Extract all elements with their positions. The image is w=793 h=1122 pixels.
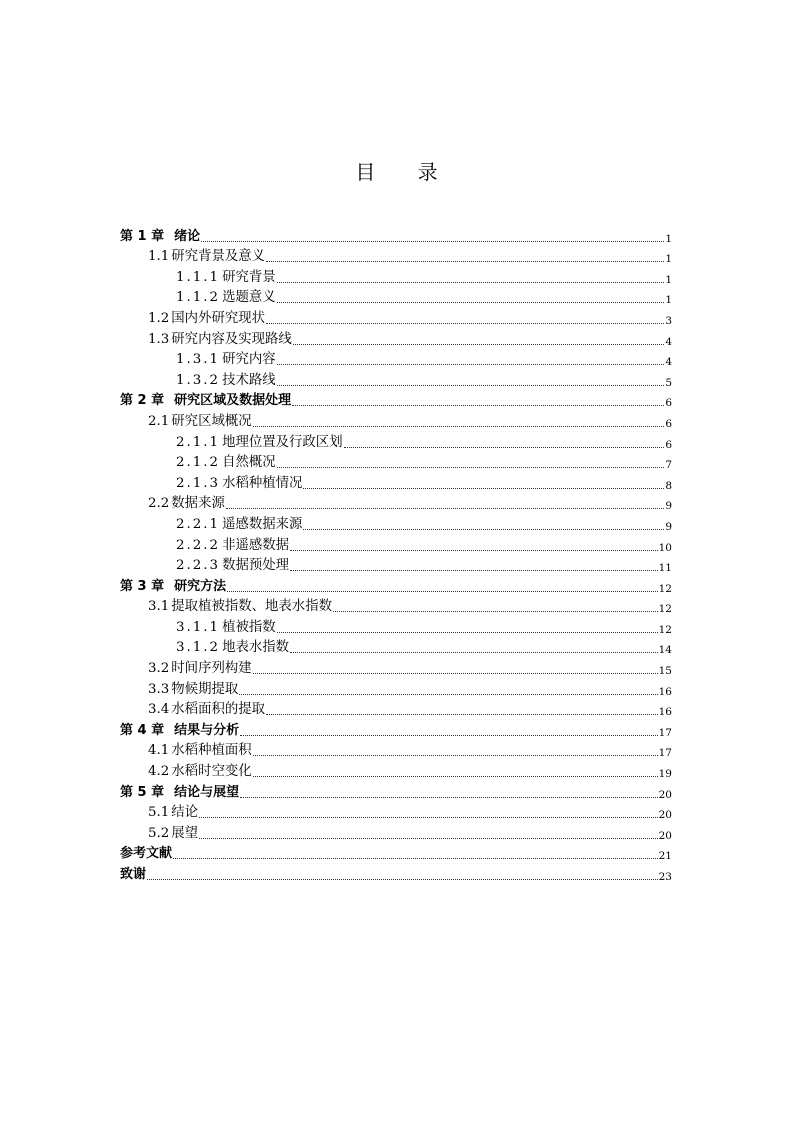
toc-entry-text: 自然概况 xyxy=(222,455,276,471)
toc-entry-number: 5.1 xyxy=(148,805,170,821)
toc-entry[interactable] xyxy=(120,535,672,556)
toc-entry[interactable] xyxy=(120,267,672,288)
toc-entry-number: 第 1 章 xyxy=(120,228,165,244)
toc-entry-page: 11 xyxy=(658,562,672,575)
dot-leader xyxy=(303,529,664,530)
toc-entry-label xyxy=(176,352,276,368)
toc-entry-text: 水稻时空变化 xyxy=(171,764,252,780)
toc-entry-page: 6 xyxy=(665,397,672,410)
toc-entry-page: 12 xyxy=(658,582,672,595)
toc-entry-text: 数据来源 xyxy=(171,496,225,512)
toc-entry-page: 8 xyxy=(665,479,672,492)
toc-entry[interactable] xyxy=(120,617,672,638)
dot-leader xyxy=(253,776,658,777)
dot-leader xyxy=(344,447,665,448)
dot-leader xyxy=(277,302,665,303)
toc-entry-page: 14 xyxy=(658,644,672,657)
dot-leader xyxy=(266,261,664,262)
dot-leader xyxy=(303,488,664,489)
toc-entry-label xyxy=(176,640,289,656)
dot-leader xyxy=(266,323,664,324)
dot-leader xyxy=(277,364,665,365)
dot-leader xyxy=(240,797,658,798)
dot-leader xyxy=(290,550,658,551)
toc-entry-text: 水稻种植情况 xyxy=(222,475,303,491)
toc-entry[interactable] xyxy=(120,679,672,700)
toc-entry[interactable] xyxy=(120,720,672,741)
toc-entry[interactable] xyxy=(120,432,672,453)
toc-entry-number: 1.2 xyxy=(148,310,170,326)
toc-entry-label xyxy=(148,496,225,512)
toc-entry-page: 1 xyxy=(665,294,672,307)
toc-entry-number: 第 2 章 xyxy=(120,393,165,409)
toc-entry-text: 选题意义 xyxy=(222,290,276,306)
toc-entry-text: 研究内容 xyxy=(222,352,276,368)
toc-entry[interactable] xyxy=(120,494,672,515)
dot-leader xyxy=(253,755,658,756)
toc-entry-page: 15 xyxy=(658,665,672,678)
toc-entry-label xyxy=(176,538,289,554)
toc-entry-page: 12 xyxy=(658,603,672,616)
dot-leader xyxy=(147,879,658,880)
dot-leader xyxy=(266,714,658,715)
toc-entry-page: 9 xyxy=(665,500,672,513)
toc-entry-text: 绪论 xyxy=(174,228,201,244)
toc-entry-page: 20 xyxy=(658,809,672,822)
toc-entry-label xyxy=(176,620,276,636)
toc-entry-page: 16 xyxy=(658,706,672,719)
dot-leader xyxy=(239,694,657,695)
toc-entry[interactable] xyxy=(120,391,672,412)
toc-entry-page: 10 xyxy=(658,541,672,554)
toc-entry-page: 21 xyxy=(658,850,672,863)
toc-entry-page: 17 xyxy=(658,747,672,760)
toc-entry-label xyxy=(148,682,238,698)
toc-entry-number: 3.1.2 xyxy=(176,640,221,656)
dot-leader xyxy=(253,673,658,674)
toc-entry-page: 3 xyxy=(665,314,672,327)
toc-entry-label xyxy=(176,476,302,492)
toc-entry-label xyxy=(176,373,276,389)
toc-entry-label xyxy=(176,435,343,451)
toc-entry[interactable] xyxy=(120,803,672,824)
toc-entry-page: 23 xyxy=(658,871,672,883)
dot-leader xyxy=(290,652,658,653)
toc-entry-text: 结论 xyxy=(171,805,199,821)
dot-leader xyxy=(333,611,658,612)
toc-entry-page: 4 xyxy=(665,335,672,348)
toc-entry-text: 地表水指数 xyxy=(222,640,290,656)
toc-entry-text: 研究内容及实现路线 xyxy=(171,331,292,347)
toc-entry-page: 17 xyxy=(658,726,672,739)
toc-entry-page: 6 xyxy=(665,438,672,451)
toc-entry-label xyxy=(176,558,289,574)
toc-entry[interactable] xyxy=(120,453,672,474)
toc-entry-text: 研究背景 xyxy=(222,269,276,285)
dot-leader xyxy=(253,426,665,427)
dot-leader xyxy=(277,632,658,633)
toc-entry-text: 数据预处理 xyxy=(222,558,290,574)
toc-entry-number: 2.2.3 xyxy=(176,558,221,574)
toc-entry-text: 研究区域及数据处理 xyxy=(174,393,292,409)
toc-entry-label xyxy=(120,229,200,245)
dot-leader xyxy=(277,385,665,386)
toc-entry-label xyxy=(120,867,146,883)
toc-entry-label xyxy=(148,826,198,842)
toc-entry-label xyxy=(148,702,265,718)
toc-entry[interactable] xyxy=(120,473,672,494)
toc-title: 目 录 xyxy=(355,160,456,184)
dot-leader xyxy=(227,591,658,592)
toc-entry-number: 1.1.1 xyxy=(176,269,221,285)
toc-entry-label xyxy=(148,805,198,821)
toc-entry-text: 致谢 xyxy=(120,867,147,882)
toc-entry-label xyxy=(148,311,265,327)
toc-entry-text: 结果与分析 xyxy=(174,722,240,738)
toc-entry-number: 1.3 xyxy=(148,331,170,347)
toc-entry-number: 4.2 xyxy=(148,764,170,780)
toc-entry-number: 5.2 xyxy=(148,825,170,841)
toc-entry-text: 展望 xyxy=(171,825,199,841)
toc-entry-page: 9 xyxy=(665,520,672,533)
toc-entry[interactable] xyxy=(120,658,672,679)
toc-entry-text: 结论与展望 xyxy=(174,784,240,800)
toc-entry-page: 1 xyxy=(665,273,672,286)
toc-entry-number: 2.1.3 xyxy=(176,475,221,491)
toc-entry-text: 参考文献 xyxy=(120,846,173,862)
toc-entry-number: 2.2 xyxy=(148,496,170,512)
dot-leader xyxy=(201,241,664,242)
toc-entry-text: 时间序列构建 xyxy=(171,661,252,677)
dot-leader xyxy=(290,570,658,571)
toc-entry-number: 3.2 xyxy=(148,661,170,677)
toc-entry-page: 12 xyxy=(658,623,672,636)
toc-entry[interactable] xyxy=(120,308,672,329)
toc-entry-label xyxy=(120,579,226,595)
toc-entry[interactable] xyxy=(120,782,672,803)
toc-entry-label xyxy=(176,290,276,306)
toc-entry-label xyxy=(148,764,252,780)
toc-entry-text: 非遥感数据 xyxy=(222,537,290,553)
toc-entry-label xyxy=(148,599,332,615)
toc-entry-label xyxy=(120,723,239,739)
toc-entry-label xyxy=(176,455,276,471)
toc-entry[interactable] xyxy=(120,350,672,371)
toc-entry-number: 第 3 章 xyxy=(120,578,165,594)
dot-leader xyxy=(226,508,664,509)
toc-entry-text: 研究背景及意义 xyxy=(171,249,266,265)
toc-entry-label xyxy=(148,661,252,677)
toc-entry[interactable] xyxy=(120,597,672,618)
table-of-contents xyxy=(120,226,672,885)
toc-entry[interactable] xyxy=(120,556,672,577)
toc-entry-number: 1.1.2 xyxy=(176,290,221,306)
toc-entry-number: 3.3 xyxy=(148,681,170,697)
toc-entry-number: 2.1.1 xyxy=(176,434,221,450)
toc-entry-text: 提取植被指数、地表水指数 xyxy=(171,599,332,615)
toc-entry-number: 3.4 xyxy=(148,702,170,718)
toc-entry-number: 1.1 xyxy=(148,249,170,265)
toc-entry-number: 1.3.1 xyxy=(176,352,221,368)
toc-entry-label xyxy=(148,414,252,430)
toc-entry-page: 19 xyxy=(658,768,672,781)
toc-entry-text: 技术路线 xyxy=(222,372,276,388)
toc-entry[interactable] xyxy=(120,329,672,350)
toc-entry-label xyxy=(120,393,291,409)
toc-entry-number: 3.1.1 xyxy=(176,619,221,635)
toc-entry[interactable] xyxy=(120,741,672,762)
toc-entry[interactable] xyxy=(120,288,672,309)
toc-entry-page: 5 xyxy=(665,376,672,389)
toc-entry[interactable] xyxy=(120,823,672,844)
dot-leader xyxy=(277,282,665,283)
toc-entry[interactable] xyxy=(120,638,672,659)
toc-entry-text: 水稻面积的提取 xyxy=(171,702,266,718)
toc-entry-text: 国内外研究现状 xyxy=(171,310,266,326)
toc-entry-label xyxy=(148,332,292,348)
toc-entry-page: 1 xyxy=(665,232,672,245)
toc-entry[interactable] xyxy=(120,411,672,432)
toc-entry-number: 3.1 xyxy=(148,599,170,615)
toc-entry[interactable] xyxy=(120,864,672,885)
toc-entry-text: 研究区域概况 xyxy=(171,413,252,429)
toc-entry-text: 植被指数 xyxy=(222,619,276,635)
toc-entry-text: 地理位置及行政区划 xyxy=(222,434,343,450)
toc-entry-page: 20 xyxy=(658,829,672,842)
toc-entry-number: 2.1 xyxy=(148,413,170,429)
toc-entry-page: 4 xyxy=(665,356,672,369)
toc-entry-number: 4.1 xyxy=(148,743,170,759)
toc-entry-text: 研究方法 xyxy=(174,578,227,594)
toc-entry[interactable] xyxy=(120,576,672,597)
dot-leader xyxy=(292,405,664,406)
dot-leader xyxy=(199,838,658,839)
toc-entry-number: 1.3.2 xyxy=(176,372,221,388)
toc-entry[interactable] xyxy=(120,370,672,391)
toc-entry-text: 物候期提取 xyxy=(171,681,239,697)
toc-entry-text: 水稻种植面积 xyxy=(171,743,252,759)
toc-entry-number: 2.2.1 xyxy=(176,516,221,532)
toc-entry-label xyxy=(148,743,252,759)
dot-leader xyxy=(240,735,658,736)
toc-entry-page: 1 xyxy=(665,253,672,266)
toc-entry-number: 第 4 章 xyxy=(120,722,165,738)
toc-entry-page: 16 xyxy=(658,685,672,698)
toc-entry-page: 6 xyxy=(665,417,672,430)
toc-entry-number: 第 5 章 xyxy=(120,784,165,800)
dot-leader xyxy=(293,344,665,345)
toc-entry-page: 20 xyxy=(658,788,672,801)
toc-entry[interactable] xyxy=(120,247,672,268)
toc-entry-label xyxy=(176,517,302,533)
toc-entry-label xyxy=(120,785,239,801)
toc-entry[interactable] xyxy=(120,700,672,721)
toc-entry-text: 遥感数据来源 xyxy=(222,516,303,532)
toc-entry-label xyxy=(120,846,172,862)
toc-entry[interactable] xyxy=(120,514,672,535)
dot-leader xyxy=(173,858,658,859)
toc-entry-label xyxy=(148,249,265,265)
dot-leader xyxy=(277,467,665,468)
dot-leader xyxy=(199,817,658,818)
toc-entry[interactable] xyxy=(120,226,672,247)
toc-entry-number: 2.1.2 xyxy=(176,455,221,471)
toc-entry-page: 7 xyxy=(665,459,672,472)
toc-entry[interactable] xyxy=(120,761,672,782)
toc-entry-number: 2.2.2 xyxy=(176,537,221,553)
toc-entry[interactable] xyxy=(120,844,672,865)
toc-entry-label xyxy=(176,270,276,286)
